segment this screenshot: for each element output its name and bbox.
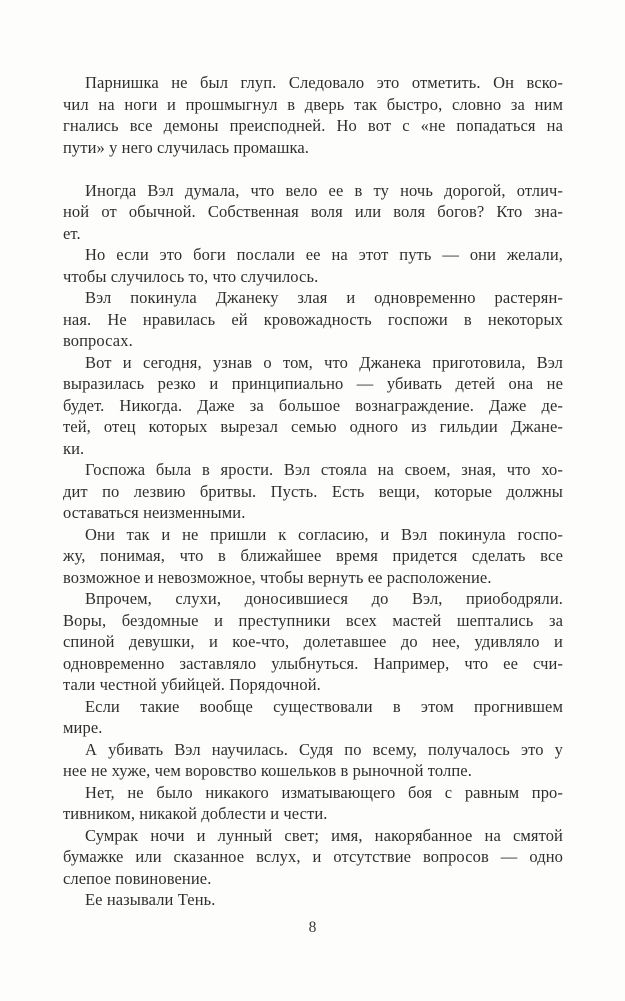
text-line: возможное и невозможное, чтобы вернуть ее расположение. <box>63 567 492 587</box>
text-line: Госпожа была в ярости. Вэл стояла на своем, зная, что хо- <box>85 460 563 479</box>
text-line: Если такие вообще существовали в этом прогнившем <box>85 696 563 716</box>
text-line: Вот и сегодня, узнав о том, что Джанека приготовила, Вэл <box>85 352 563 372</box>
paragraph <box>63 524 563 589</box>
paragraph <box>63 180 563 245</box>
paragraph <box>63 889 563 911</box>
text-line: жу, понимая, что в ближайшее время придется сделать все <box>63 546 563 565</box>
text-line: чтобы случилось то, что случилось. <box>63 266 319 286</box>
paragraph <box>63 588 563 696</box>
text-line: тивником, никакой доблести и чести. <box>63 804 328 823</box>
text-line: тали честной убийцей. Порядочной. <box>63 675 321 694</box>
text-line: ки. <box>63 438 85 458</box>
text-line: Нет, не было никакого изматывающего боя с равным про- <box>85 782 563 802</box>
text-line: мире. <box>63 718 103 737</box>
paragraph <box>63 287 563 352</box>
paragraph <box>63 352 563 460</box>
text-line: А убивать Вэл научилась. Судя по всему, получалось это у <box>85 739 563 759</box>
text-line: дит по лезвию бритвы. Пусть. Есть вещи, которые должны <box>63 481 563 501</box>
text-line: Вэл покинула Джанеку злая и одновременно растерян- <box>85 288 563 307</box>
text-line: Впрочем, слухи, доносившиеся до Вэл, приободряли. <box>85 589 563 608</box>
paragraph <box>63 825 563 890</box>
page-number: 8 <box>308 919 317 936</box>
paragraph <box>63 244 563 287</box>
text-line: бумажке или сказанное вслух, и отсутствие вопросов — одно <box>63 847 563 866</box>
text-line: Парнишка не был глуп. Следовало это отметить. Он вско- <box>85 73 563 92</box>
text-line: ная. Не нравилась ей кровожадность госпожи в некоторых <box>63 309 563 329</box>
text-line: слепое повиновение. <box>63 868 212 888</box>
text-line: Ее называли Тень. <box>85 890 216 909</box>
text-line: тей, отец которых вырезал семью одного из гильдии Джане- <box>63 417 563 436</box>
text-line: ет. <box>63 223 81 243</box>
page-text <box>63 72 563 911</box>
text-line: чил на ноги и прошмыгнул в дверь так быстро, словно за ним <box>63 94 563 114</box>
text-line: нее не хуже, чем воровство кошельков в рыночной толпе. <box>63 761 472 780</box>
text-line: Воры, бездомные и преступники всех мастей шептались за <box>63 610 563 630</box>
text-line: гнались все демоны преисподней. Но вот с «не попадаться на <box>63 116 563 135</box>
text-line: вопросах. <box>63 331 133 350</box>
text-line: выразилась резко и принципиально — убивать детей она не <box>63 374 563 393</box>
text-line: ной от обычной. Собственная воля или воля богов? Кто зна- <box>63 202 563 221</box>
text-line: Но если это боги послали ее на этот путь — они желали, <box>85 245 563 264</box>
text-line: Сумрак ночи и лунный свет; имя, накорябанное на смятой <box>85 825 563 845</box>
text-line: Они так и не пришли к согласию, и Вэл покинула госпо- <box>85 524 563 544</box>
text-line: Иногда Вэл думала, что вело ее в ту ночь дорогой, отлич- <box>85 180 563 200</box>
paragraph <box>63 459 563 524</box>
text-line: пути» у него случилась промашка. <box>63 137 310 157</box>
paragraph <box>63 782 563 825</box>
paragraph <box>63 72 563 158</box>
paragraph <box>63 696 563 739</box>
text-line: оставаться неизменными. <box>63 503 246 522</box>
text-line: одновременно заставляло улыбнуться. Например, что ее счи- <box>63 653 563 673</box>
text-line: будет. Никогда. Даже за большое вознаграждение. Даже де- <box>63 395 563 415</box>
paragraph <box>63 739 563 782</box>
text-line: спиной девушки, и кое-что, долетавшее до нее, удивляло и <box>63 632 563 651</box>
